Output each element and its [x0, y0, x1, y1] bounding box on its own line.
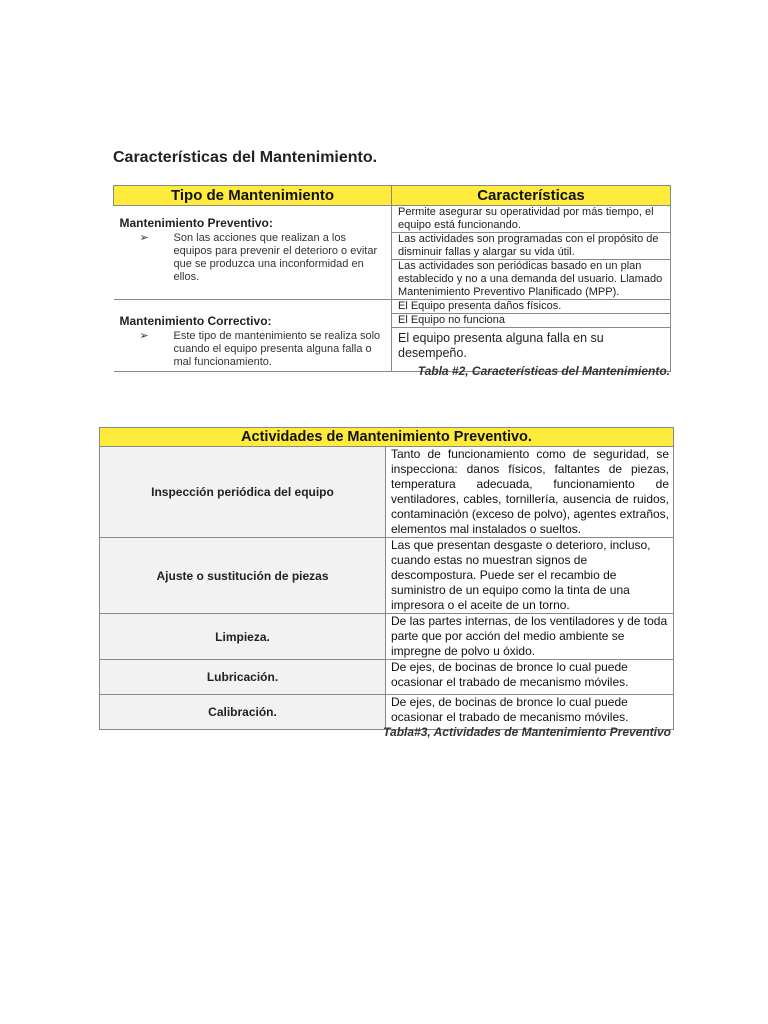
characteristic-cell: Las actividades son periódicas basado en un plan establecido y no a una demanda del usuario. Llamado Mantenimiento Preventivo Planificado (MPP). — [392, 260, 671, 300]
preventive-title: Mantenimiento Preventivo: — [119, 216, 273, 230]
list-item — [120, 232, 386, 284]
table-row — [114, 206, 671, 233]
characteristic-cell: Las actividades son programadas con el propósito de disminuir fallas y alargar su vida útil. — [392, 233, 671, 260]
activity-cell: Inspección periódica del equipo — [100, 447, 386, 538]
characteristic-cell: Permite asegurar su operatividad por más tiempo, el equipo está funcionando. — [392, 206, 671, 233]
activity-cell: Calibración. — [100, 695, 386, 730]
activity-description: De las partes internas, de los ventiladores y de toda parte que por acción del medio ambiente se impregne de polvo u óxido. — [386, 614, 674, 660]
corrective-description: Este tipo de mantenimiento se realiza solo cuando el equipo presenta alguna falla o mal funcionamiento. — [173, 330, 381, 368]
characteristic-cell: El Equipo no funciona — [392, 314, 671, 328]
arrow-bullet-icon: ➢ — [139, 330, 149, 342]
column-header-characteristics: Características — [392, 186, 671, 206]
activity-description: Las que presentan desgaste o deterioro, incluso, cuando estas no muestran signos de descompostura. Puede ser el recambio de suministro de un equipo como la tinta de una impresora o el aceite de un torno. — [386, 538, 674, 614]
table-header: Actividades de Mantenimiento Preventivo. — [100, 428, 674, 447]
table-row — [100, 447, 674, 538]
table-row — [100, 660, 674, 695]
preventive-description: Son las acciones que realizan a los equipos para prevenir el deterioro o evitar que se produzca una inconformidad en ellos. — [173, 232, 378, 283]
activity-cell: Lubricación. — [100, 660, 386, 695]
corrective-type-cell — [114, 300, 392, 372]
table-row — [100, 538, 674, 614]
section-title: Características del Mantenimiento. — [113, 149, 378, 166]
corrective-title: Mantenimiento Correctivo: — [119, 314, 272, 328]
activity-description: De ejes, de bocinas de bronce lo cual puede ocasionar el trabado de mecanismo móviles. — [386, 695, 674, 730]
arrow-bullet-icon: ➢ — [139, 232, 149, 244]
column-header-type: Tipo de Mantenimiento — [114, 186, 392, 206]
characteristic-cell: El Equipo presenta daños físicos. — [392, 300, 671, 314]
characteristic-cell: El equipo presenta alguna falla en su desempeño. — [392, 328, 671, 372]
table-header-row — [114, 186, 671, 206]
activity-description: Tanto de funcionamiento como de seguridad, se inspecciona: danos físicos, faltantes de piezas, temperatura adecuada, funcionamiento de ventiladores, cables, tornillería, ausencia de ruidos, contaminación (exceso de polvo), agentes extraños, elementos mal instalados o sueltos. — [386, 447, 674, 538]
table-header-row — [100, 428, 674, 447]
preventive-type-cell — [114, 206, 392, 300]
table-row — [114, 300, 671, 314]
table-row — [100, 614, 674, 660]
activity-cell: Ajuste o sustitución de piezas — [100, 538, 386, 614]
activity-description: De ejes, de bocinas de bronce lo cual puede ocasionar el trabado de mecanismo móviles. — [386, 660, 674, 695]
table-caption: Tabla#3, Actividades de Mantenimiento Preventivo — [383, 725, 671, 739]
maintenance-characteristics-table — [113, 185, 671, 372]
list-item — [120, 330, 386, 369]
activity-cell: Limpieza. — [100, 614, 386, 660]
table-caption: Tabla #2, Características del Mantenimiento. — [417, 364, 670, 378]
preventive-activities-table — [99, 427, 674, 730]
